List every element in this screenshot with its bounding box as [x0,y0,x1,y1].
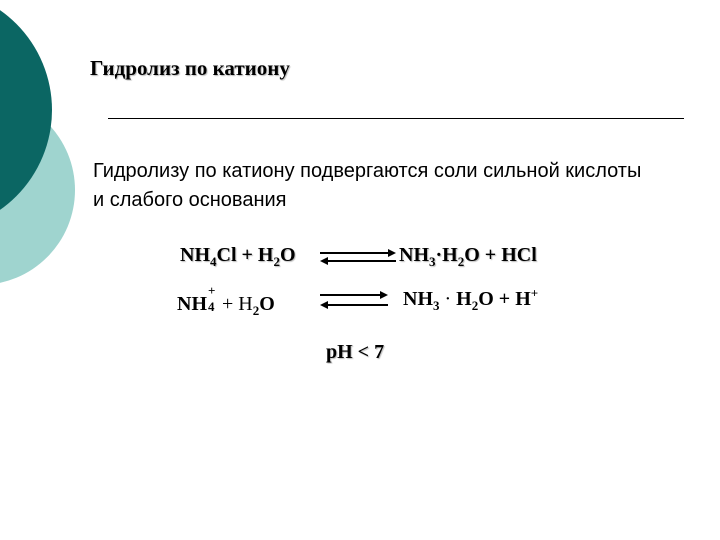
ph-note: pH < 7 [326,341,385,363]
title-divider [108,118,684,119]
decorative-circles [0,0,120,300]
equation-2-right: $NH_3 \cdot H_2O + H^+$ [403,285,539,313]
equilibrium-arrows-2 [318,290,390,310]
slide-body-text: Гидролизу по катиону подвергаются соли сильной кислоты и слабого основания [93,160,642,211]
equation-1-right: $NH_3\cdot H_2O$ + HCl [399,244,537,269]
equation-2-left: NH + 4 + $H_2O$ [177,283,275,318]
slide-title: Гидролиз по катиону [90,56,290,80]
equation-1-left: $NH_4Cl + H_2O$ [180,244,296,269]
equilibrium-arrows-1 [318,248,398,266]
